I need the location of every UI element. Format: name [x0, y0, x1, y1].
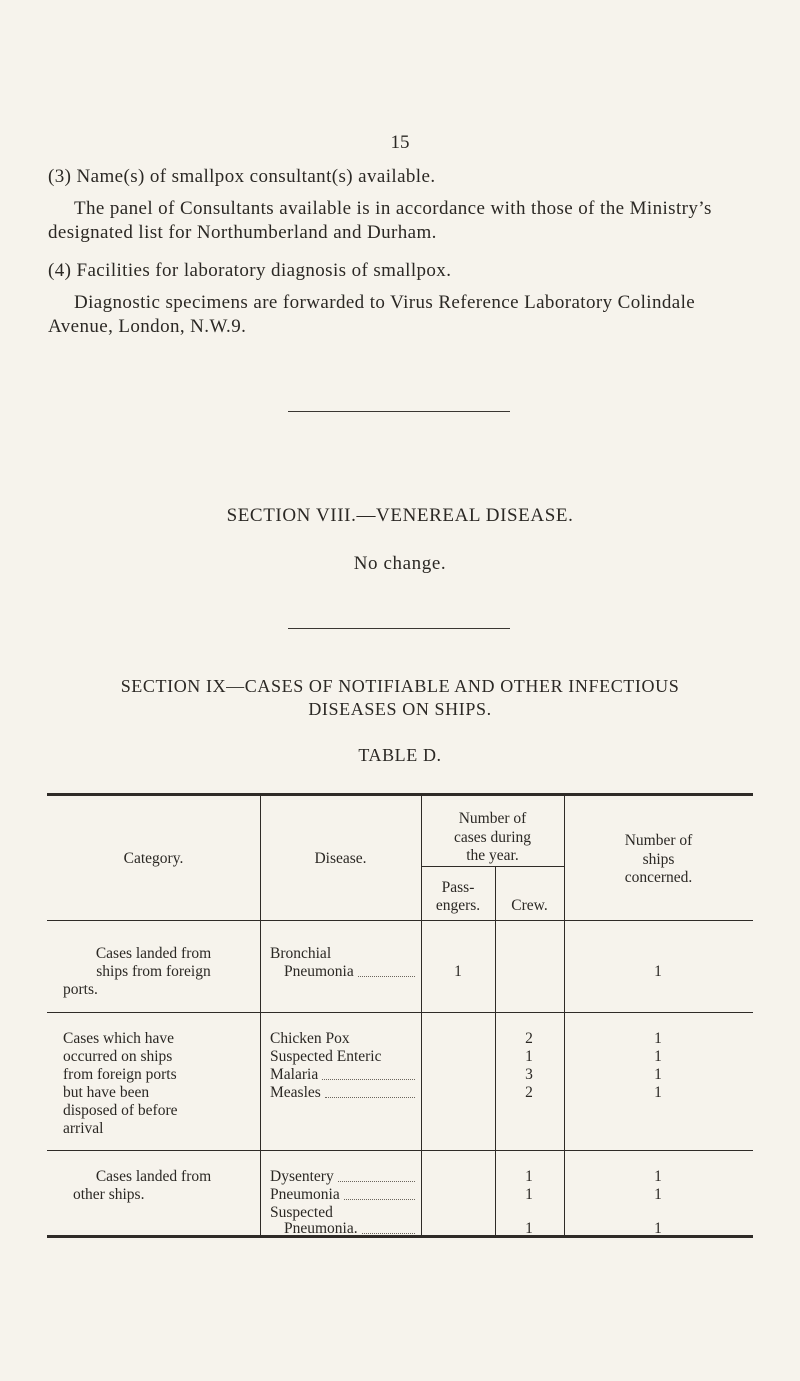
ships-count: 1	[654, 1168, 662, 1185]
crew-count: 1	[525, 1168, 533, 1185]
header-category: Category.	[123, 850, 184, 867]
ships-count: 1	[654, 1220, 662, 1237]
crew-count: 1	[525, 1048, 533, 1065]
header-number-cases: the year.	[466, 847, 519, 864]
section-viii-title: SECTION VIII.—VENEREAL DISEASE.	[226, 505, 574, 526]
passengers-count: 1	[454, 963, 462, 980]
disease-name: Dysentery	[270, 1168, 415, 1186]
disease-name: Suspected Enteric	[270, 1048, 382, 1065]
ships-count: 1	[654, 1066, 662, 1083]
disease-name: Suspected	[270, 1204, 333, 1221]
header-ships: ships	[642, 851, 675, 868]
crew-count: 2	[525, 1084, 533, 1101]
category-label: Cases landed from	[95, 1168, 212, 1185]
crew-count: 2	[525, 1030, 533, 1047]
header-number-cases: cases during	[453, 829, 532, 846]
header-ships: concerned.	[624, 869, 693, 886]
disease-name: Pneumonia	[270, 1186, 415, 1204]
table-d	[47, 793, 753, 1238]
section-divider	[288, 411, 510, 412]
disease-name: Malaria	[270, 1066, 415, 1084]
ships-count: 1	[654, 963, 662, 980]
ships-count: 1	[654, 1048, 662, 1065]
group-divider	[47, 1150, 753, 1151]
category-label: Cases which have	[63, 1030, 175, 1047]
category-label: but have been	[63, 1084, 150, 1101]
header-number-cases: Number of	[458, 810, 527, 827]
crew-count: 1	[525, 1220, 533, 1237]
table-top-rule	[47, 793, 753, 796]
page-number: 15	[390, 132, 410, 153]
category-label: occurred on ships	[63, 1048, 173, 1065]
section-ix-title: SECTION IX—CASES OF NOTIFIABLE AND OTHER INFECTIOUS	[120, 676, 680, 696]
category-label: ports.	[63, 981, 98, 998]
table-title: TABLE D.	[358, 745, 442, 765]
crew-count: 3	[525, 1066, 533, 1083]
disease-name: Bronchial	[270, 945, 332, 962]
header-ships: Number of	[624, 832, 693, 849]
header-crew: Crew.	[511, 897, 548, 914]
category-label: arrival	[63, 1120, 104, 1137]
section-divider	[288, 628, 510, 629]
section-ix-title-line2: DISEASES ON SHIPS.	[308, 699, 492, 719]
category-label: disposed of before	[63, 1102, 178, 1119]
category-label: Cases landed from	[95, 945, 212, 962]
column-divider	[495, 866, 496, 1238]
item-4-heading: (4) Facilities for laboratory diagnosis of smallpox.	[48, 260, 452, 281]
ships-count: 1	[654, 1030, 662, 1047]
ships-count: 1	[654, 1084, 662, 1101]
category-label: from foreign ports	[63, 1066, 177, 1083]
disease-name: Pneumonia.	[270, 1220, 415, 1238]
item-3-body: The panel of Consultants available is in accordance with those of the Ministry’s designated list for Northumberland and Durham.	[48, 198, 712, 243]
disease-name: Measles	[270, 1084, 415, 1102]
disease-name: Pneumonia	[270, 963, 415, 981]
disease-name: Chicken Pox	[270, 1030, 350, 1047]
header-passengers: Pass-	[441, 879, 475, 896]
header-passengers: engers.	[435, 897, 481, 914]
crew-count: 1	[525, 1186, 533, 1203]
header-subrule	[421, 866, 564, 867]
item-3-heading: (3) Name(s) of smallpox consultant(s) available.	[48, 166, 436, 187]
category-label: ships from foreign	[96, 963, 211, 980]
header-bottom-rule	[47, 920, 753, 921]
group-divider	[47, 1012, 753, 1013]
item-4-body: Diagnostic specimens are forwarded to Virus Reference Laboratory Colindale Avenue, London, N.W.9.	[48, 292, 696, 337]
section-viii-text: No change.	[353, 553, 447, 574]
header-disease: Disease.	[314, 850, 367, 867]
ships-count: 1	[654, 1186, 662, 1203]
category-label: other ships.	[73, 1186, 145, 1203]
